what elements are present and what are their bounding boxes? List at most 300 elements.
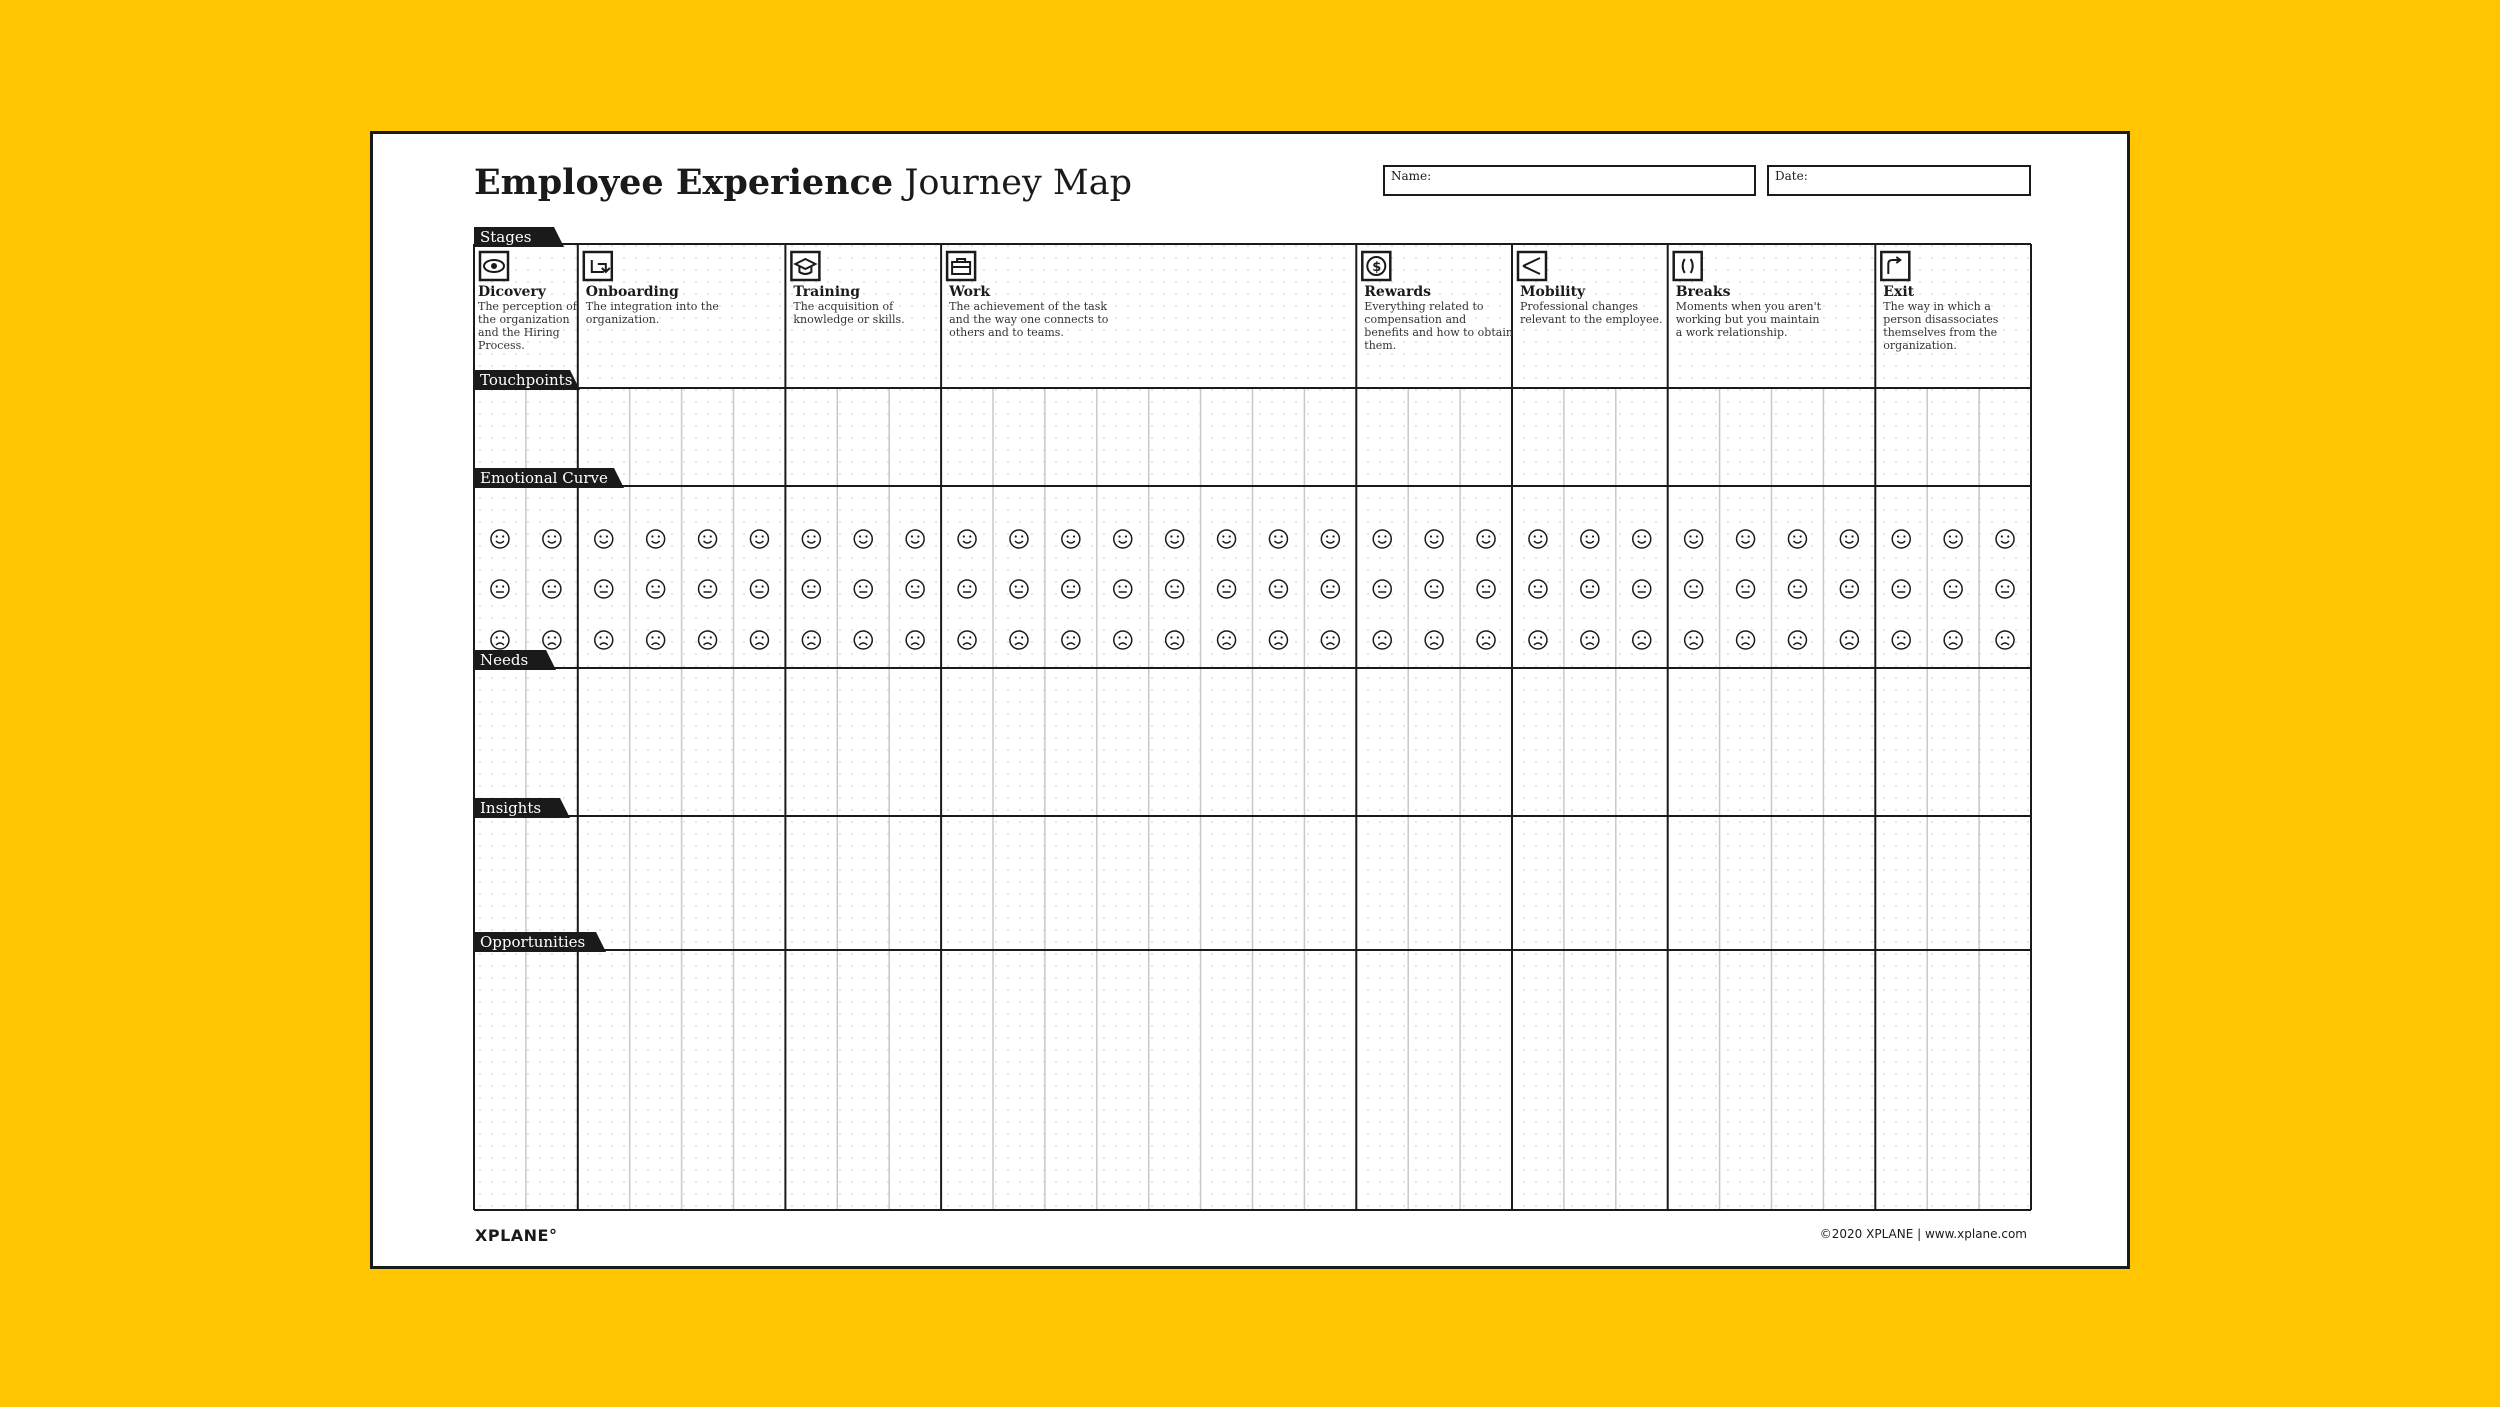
face-outline <box>906 530 924 548</box>
face-eye <box>859 535 861 537</box>
face-eye <box>1222 535 1224 537</box>
face-eye <box>1793 585 1795 587</box>
journey-map-sheet <box>370 131 2130 1269</box>
face-outline <box>1010 580 1028 598</box>
face-eye <box>755 585 757 587</box>
neutral-face-icon <box>1321 580 1339 598</box>
face-eye <box>496 535 498 537</box>
face-eye <box>917 585 919 587</box>
face-eye <box>1586 636 1588 638</box>
face-outline <box>1529 530 1547 548</box>
face-eye <box>1748 636 1750 638</box>
stage-description: The way in which a <box>1883 300 1991 313</box>
happy-face-icon <box>958 530 976 548</box>
sad-face-icon <box>750 631 768 649</box>
face-outline <box>802 631 820 649</box>
happy-face-icon <box>543 530 561 548</box>
stage-description: Moments when you aren't <box>1675 300 1822 313</box>
face-outline <box>750 631 768 649</box>
face-outline <box>595 530 613 548</box>
stage-description: and the Hiring <box>478 326 560 339</box>
face-eye <box>865 585 867 587</box>
sad-face-icon <box>1581 631 1599 649</box>
face-eye <box>658 585 660 587</box>
face-eye <box>1949 535 1951 537</box>
happy-face-icon <box>750 530 768 548</box>
stage-name: Dicovery <box>478 284 546 300</box>
face-eye <box>813 585 815 587</box>
face-outline <box>1425 580 1443 598</box>
neutral-face-icon <box>1166 580 1184 598</box>
face-eye <box>1955 636 1957 638</box>
section-label: Opportunities <box>480 933 586 951</box>
face-outline <box>1840 580 1858 598</box>
face-eye <box>496 585 498 587</box>
face-eye <box>658 636 660 638</box>
happy-face-icon <box>1477 530 1495 548</box>
face-eye <box>1644 535 1646 537</box>
exit-icon <box>1881 252 1909 280</box>
face-eye <box>2001 636 2003 638</box>
face-eye <box>1222 636 1224 638</box>
face-outline <box>1010 631 1028 649</box>
neutral-face-icon <box>1010 580 1028 598</box>
face-eye <box>554 535 556 537</box>
stage-description: knowledge or skills. <box>793 313 905 326</box>
neutral-face-icon <box>543 580 561 598</box>
sad-face-icon <box>1788 631 1806 649</box>
icon-frame <box>584 252 612 280</box>
face-eye <box>1073 636 1075 638</box>
face-outline <box>1062 530 1080 548</box>
neutral-face-icon <box>1685 580 1703 598</box>
face-eye <box>1845 585 1847 587</box>
face-eye <box>1281 535 1283 537</box>
face-eye <box>496 636 498 638</box>
face-outline <box>647 580 665 598</box>
face-eye <box>1326 535 1328 537</box>
date-field[interactable] <box>1767 165 2031 196</box>
face-eye <box>1689 585 1691 587</box>
face-eye <box>1073 535 1075 537</box>
happy-face-icon <box>1114 530 1132 548</box>
happy-face-icon <box>647 530 665 548</box>
face-outline <box>1996 530 2014 548</box>
face-eye <box>710 535 712 537</box>
happy-face-icon <box>1010 530 1028 548</box>
face-eye <box>911 535 913 537</box>
face-eye <box>807 535 809 537</box>
face-eye <box>969 585 971 587</box>
face-eye <box>969 535 971 537</box>
neutral-face-icon <box>1633 580 1651 598</box>
face-eye <box>1332 585 1334 587</box>
section-label: Needs <box>480 651 529 669</box>
stage-description: the organization <box>478 313 570 326</box>
face-outline <box>1633 530 1651 548</box>
face-outline <box>1477 580 1495 598</box>
sad-face-icon <box>647 631 665 649</box>
face-eye <box>599 585 601 587</box>
section-label: Emotional Curve <box>480 469 608 487</box>
happy-face-icon <box>1892 530 1910 548</box>
face-eye <box>1845 636 1847 638</box>
face-eye <box>1592 636 1594 638</box>
face-eye <box>1696 535 1698 537</box>
face-eye <box>1021 535 1023 537</box>
face-eye <box>1021 636 1023 638</box>
face-outline <box>802 580 820 598</box>
icon-frame <box>1518 252 1546 280</box>
happy-face-icon <box>1737 530 1755 548</box>
face-eye <box>651 535 653 537</box>
face-eye <box>1540 535 1542 537</box>
xplane-logo: XPLANE° <box>475 1226 558 1245</box>
face-eye <box>1229 535 1231 537</box>
neutral-face-icon <box>1944 580 1962 598</box>
face-eye <box>1540 585 1542 587</box>
face-eye <box>1229 636 1231 638</box>
face-eye <box>1274 636 1276 638</box>
face-outline <box>1321 580 1339 598</box>
face-outline <box>854 580 872 598</box>
face-eye <box>554 585 556 587</box>
neutral-face-icon <box>854 580 872 598</box>
sad-face-icon <box>1425 631 1443 649</box>
face-outline <box>1944 530 1962 548</box>
sad-face-icon <box>1529 631 1547 649</box>
neutral-face-icon <box>1269 580 1287 598</box>
face-outline <box>1114 530 1132 548</box>
name-field[interactable] <box>1383 165 1756 196</box>
journey-grid <box>474 228 2031 1213</box>
face-outline <box>595 580 613 598</box>
face-eye <box>606 535 608 537</box>
face-eye <box>755 535 757 537</box>
dollar-sign: $ <box>1372 260 1382 275</box>
face-eye <box>1177 585 1179 587</box>
face-eye <box>1436 535 1438 537</box>
section-label: Stages <box>480 228 532 246</box>
face-eye <box>1696 585 1698 587</box>
face-outline <box>1062 631 1080 649</box>
face-outline <box>1529 580 1547 598</box>
face-eye <box>1897 535 1899 537</box>
face-eye <box>606 636 608 638</box>
face-outline <box>958 631 976 649</box>
title-light: Journey Map <box>904 163 1132 203</box>
face-outline <box>1996 631 2014 649</box>
happy-face-icon <box>854 530 872 548</box>
face-eye <box>1326 636 1328 638</box>
face-eye <box>1534 585 1536 587</box>
face-eye <box>1903 535 1905 537</box>
section-label: Insights <box>480 799 542 817</box>
face-eye <box>1845 535 1847 537</box>
face-eye <box>658 535 660 537</box>
face-eye <box>807 585 809 587</box>
face-eye <box>1949 585 1951 587</box>
sad-face-icon <box>1321 631 1339 649</box>
face-outline <box>1477 631 1495 649</box>
stage-name: Training <box>793 284 861 300</box>
happy-face-icon <box>802 530 820 548</box>
face-eye <box>1067 535 1069 537</box>
face-outline <box>1840 631 1858 649</box>
face-outline <box>647 631 665 649</box>
face-outline <box>958 580 976 598</box>
face-eye <box>1170 636 1172 638</box>
neutral-face-icon <box>1788 580 1806 598</box>
face-eye <box>1015 636 1017 638</box>
sad-face-icon <box>491 631 509 649</box>
neutral-face-icon <box>750 580 768 598</box>
neutral-face-icon <box>595 580 613 598</box>
stage-description: others and to teams. <box>949 326 1064 339</box>
face-eye <box>1170 535 1172 537</box>
onboarding-icon <box>584 252 612 280</box>
happy-face-icon <box>1685 530 1703 548</box>
happy-face-icon <box>1529 530 1547 548</box>
face-outline <box>1269 530 1287 548</box>
stage-description: organization. <box>1883 339 1957 352</box>
face-eye <box>1073 585 1075 587</box>
face-eye <box>1644 636 1646 638</box>
face-eye <box>762 535 764 537</box>
neutral-face-icon <box>1425 580 1443 598</box>
face-eye <box>1644 585 1646 587</box>
face-eye <box>813 535 815 537</box>
face-outline <box>699 580 717 598</box>
journey-grid-svg <box>474 228 2031 1213</box>
face-outline <box>1996 580 2014 598</box>
neutral-face-icon <box>1114 580 1132 598</box>
face-outline <box>1062 580 1080 598</box>
face-eye <box>963 585 965 587</box>
stage-description: and the way one connects to <box>949 313 1109 326</box>
face-eye <box>2001 585 2003 587</box>
face-outline <box>1477 530 1495 548</box>
face-eye <box>1125 636 1127 638</box>
face-eye <box>599 636 601 638</box>
stage-name: Exit <box>1883 284 1915 300</box>
stage-description: Everything related to <box>1364 300 1484 313</box>
stage-description: The achievement of the task <box>949 300 1108 313</box>
neutral-face-icon <box>1581 580 1599 598</box>
face-eye <box>865 636 867 638</box>
sad-face-icon <box>595 631 613 649</box>
eye-pupil <box>491 263 497 269</box>
stage-description: The perception of <box>478 300 577 313</box>
face-eye <box>1378 585 1380 587</box>
face-outline <box>1788 631 1806 649</box>
face-eye <box>1430 585 1432 587</box>
face-eye <box>1430 535 1432 537</box>
graduation-cap-icon <box>791 252 819 280</box>
face-outline <box>1737 580 1755 598</box>
sad-face-icon <box>1840 631 1858 649</box>
face-eye <box>703 535 705 537</box>
face-eye <box>1488 535 1490 537</box>
face-eye <box>1748 585 1750 587</box>
neutral-face-icon <box>1840 580 1858 598</box>
happy-face-icon <box>1425 530 1443 548</box>
face-outline <box>699 530 717 548</box>
face-eye <box>1222 585 1224 587</box>
happy-face-icon <box>1321 530 1339 548</box>
face-eye <box>1326 585 1328 587</box>
face-outline <box>1425 631 1443 649</box>
neutral-face-icon <box>1373 580 1391 598</box>
stage-description: organization. <box>585 313 660 326</box>
face-eye <box>1800 636 1802 638</box>
sad-face-icon <box>1944 631 1962 649</box>
face-eye <box>865 535 867 537</box>
face-eye <box>963 636 965 638</box>
face-eye <box>1800 585 1802 587</box>
face-eye <box>554 636 556 638</box>
face-eye <box>1015 585 1017 587</box>
icon-frame <box>1674 252 1702 280</box>
neutral-face-icon <box>491 580 509 598</box>
face-eye <box>859 585 861 587</box>
face-eye <box>1637 636 1639 638</box>
face-eye <box>710 636 712 638</box>
face-eye <box>1903 636 1905 638</box>
face-outline <box>1581 530 1599 548</box>
sad-face-icon <box>1737 631 1755 649</box>
section-label: Touchpoints <box>480 371 573 389</box>
face-eye <box>1274 535 1276 537</box>
face-outline <box>1218 580 1236 598</box>
face-eye <box>1851 535 1853 537</box>
stage-name: Mobility <box>1520 284 1586 300</box>
stage-description: The acquisition of <box>793 300 894 313</box>
face-eye <box>969 636 971 638</box>
face-outline <box>1529 631 1547 649</box>
face-outline <box>1840 530 1858 548</box>
face-outline <box>1269 580 1287 598</box>
sad-face-icon <box>802 631 820 649</box>
face-eye <box>1015 535 1017 537</box>
face-outline <box>1581 580 1599 598</box>
face-outline <box>1685 631 1703 649</box>
face-eye <box>762 636 764 638</box>
sad-face-icon <box>1218 631 1236 649</box>
face-outline <box>1633 631 1651 649</box>
face-eye <box>599 535 601 537</box>
face-eye <box>502 585 504 587</box>
face-outline <box>595 631 613 649</box>
face-eye <box>1949 636 1951 638</box>
face-eye <box>703 585 705 587</box>
face-eye <box>1177 535 1179 537</box>
face-eye <box>813 636 815 638</box>
face-outline <box>1685 530 1703 548</box>
face-eye <box>2007 535 2009 537</box>
face-outline <box>1218 631 1236 649</box>
happy-face-icon <box>699 530 717 548</box>
face-eye <box>1637 535 1639 537</box>
face-eye <box>1592 585 1594 587</box>
happy-face-icon <box>1269 530 1287 548</box>
face-eye <box>651 636 653 638</box>
face-eye <box>1021 585 1023 587</box>
face-eye <box>1955 535 1957 537</box>
face-outline <box>1633 580 1651 598</box>
face-eye <box>1800 535 1802 537</box>
happy-face-icon <box>1581 530 1599 548</box>
sad-face-icon <box>1373 631 1391 649</box>
stage-description: The integration into the <box>585 300 719 313</box>
face-outline <box>1892 631 1910 649</box>
stage-description: a work relationship. <box>1675 326 1788 339</box>
happy-face-icon <box>1166 530 1184 548</box>
face-eye <box>1482 535 1484 537</box>
sad-face-icon <box>906 631 924 649</box>
face-eye <box>963 535 965 537</box>
neutral-face-icon <box>647 580 665 598</box>
face-eye <box>1696 636 1698 638</box>
neutral-face-icon <box>699 580 717 598</box>
face-eye <box>1125 585 1127 587</box>
face-eye <box>1482 636 1484 638</box>
face-eye <box>1170 585 1172 587</box>
stage-description: compensation and <box>1364 313 1467 326</box>
face-outline <box>854 530 872 548</box>
happy-face-icon <box>1788 530 1806 548</box>
face-eye <box>1384 585 1386 587</box>
eye-icon <box>480 252 508 280</box>
face-outline <box>854 631 872 649</box>
face-eye <box>1741 535 1743 537</box>
face-eye <box>917 636 919 638</box>
face-eye <box>1540 636 1542 638</box>
face-eye <box>548 535 550 537</box>
face-outline <box>1166 530 1184 548</box>
face-eye <box>1125 535 1127 537</box>
face-eye <box>1748 535 1750 537</box>
face-eye <box>917 535 919 537</box>
face-eye <box>911 585 913 587</box>
face-eye <box>1067 585 1069 587</box>
face-eye <box>548 585 550 587</box>
face-eye <box>1482 585 1484 587</box>
face-outline <box>1944 631 1962 649</box>
face-eye <box>548 636 550 638</box>
stage-description: relevant to the employee. <box>1520 313 1663 326</box>
face-eye <box>762 585 764 587</box>
face-eye <box>1903 585 1905 587</box>
icon-frame <box>791 252 819 280</box>
stage-description: benefits and how to obtain <box>1364 326 1513 339</box>
face-eye <box>1430 636 1432 638</box>
face-eye <box>1378 535 1380 537</box>
face-eye <box>1274 585 1276 587</box>
face-eye <box>859 636 861 638</box>
face-eye <box>1118 535 1120 537</box>
face-outline <box>1218 530 1236 548</box>
face-eye <box>703 636 705 638</box>
face-outline <box>1114 580 1132 598</box>
face-eye <box>502 535 504 537</box>
happy-face-icon <box>491 530 509 548</box>
face-outline <box>1685 580 1703 598</box>
face-eye <box>1689 636 1691 638</box>
face-eye <box>755 636 757 638</box>
face-eye <box>1118 636 1120 638</box>
face-eye <box>1637 585 1639 587</box>
